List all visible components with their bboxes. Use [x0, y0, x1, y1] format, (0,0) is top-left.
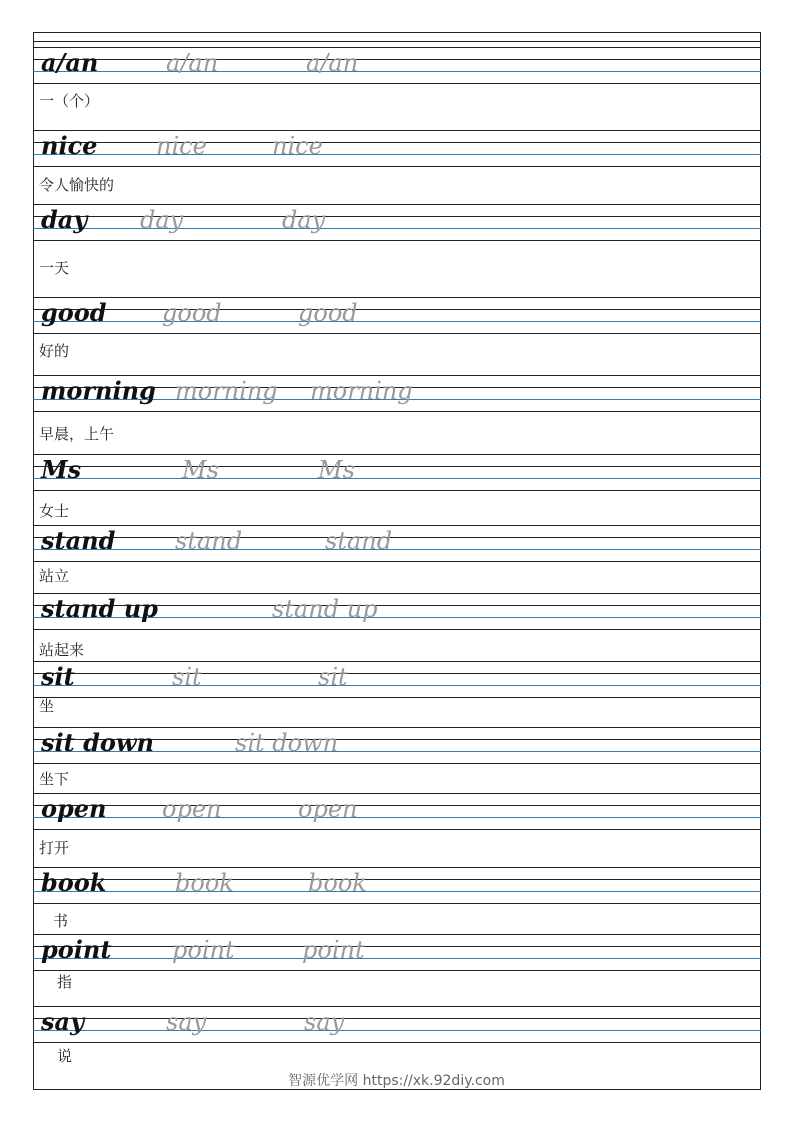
word-meaning: 早晨，上午 [39, 425, 115, 443]
trace-word: Ms [182, 456, 219, 484]
vocab-word: book [41, 868, 107, 897]
trace-word: good [298, 299, 358, 327]
staff-rule [33, 130, 761, 131]
baseline-rule [33, 71, 761, 72]
word-meaning: 站起来 [39, 641, 85, 659]
trace-word: a/an [306, 49, 359, 77]
writing-staff [33, 934, 761, 970]
writing-staff [33, 454, 761, 490]
vocab-word: stand [41, 526, 116, 555]
vocab-word: stand up [41, 594, 158, 623]
word-meaning: 指 [57, 973, 73, 991]
trace-word: stand up [272, 595, 378, 623]
trace-word: stand [175, 527, 243, 555]
trace-word: say [304, 1008, 345, 1036]
staff-rule [33, 466, 761, 467]
staff-rule [33, 1018, 761, 1019]
trace-word: book [175, 869, 234, 897]
staff-rule [33, 763, 761, 764]
staff-rule [33, 903, 761, 904]
word-meaning: 说 [57, 1047, 73, 1065]
staff-rule [33, 240, 761, 241]
vocab-word: say [41, 1007, 85, 1036]
staff-rule [33, 934, 761, 935]
footer-source: 智源优学网 https://xk.92diy.com [288, 1073, 505, 1089]
vocab-word: day [41, 205, 88, 234]
trace-word: sit down [235, 729, 339, 757]
trace-word: day [140, 206, 184, 234]
trace-word: open [298, 795, 358, 823]
staff-rule [33, 166, 761, 167]
word-meaning: 好的 [39, 342, 70, 360]
staff-rule [33, 59, 761, 60]
word-meaning: 一（个） [39, 92, 100, 110]
vocab-word: open [41, 794, 107, 823]
word-meaning: 令人愉快的 [39, 176, 115, 194]
word-meaning: 一天 [39, 259, 70, 277]
trace-word: sit [172, 663, 202, 691]
staff-rule [33, 946, 761, 947]
staff-rule [33, 204, 761, 205]
staff-rule [33, 47, 761, 48]
vocab-word: a/an [41, 48, 99, 77]
staff-rule [33, 629, 761, 630]
staff-rule [33, 525, 761, 526]
vocab-word: morning [41, 376, 156, 405]
staff-rule [33, 142, 761, 143]
baseline-rule [33, 549, 761, 550]
baseline-rule [33, 891, 761, 892]
writing-staff [33, 204, 761, 240]
baseline-rule [33, 958, 761, 959]
trace-word: stand [325, 527, 393, 555]
trace-word: say [166, 1008, 207, 1036]
word-meaning: 坐下 [39, 770, 70, 788]
trace-word: point [302, 936, 365, 964]
trace-word: good [162, 299, 222, 327]
staff-rule [33, 309, 761, 310]
writing-staff [33, 867, 761, 903]
baseline-rule [33, 321, 761, 322]
word-meaning: 坐 [39, 697, 55, 715]
writing-staff [33, 47, 761, 83]
trace-word: open [162, 795, 222, 823]
word-meaning: 女士 [39, 502, 70, 520]
staff-rule [33, 1042, 761, 1043]
staff-rule [33, 805, 761, 806]
vocab-word: nice [41, 131, 98, 160]
writing-staff [33, 593, 761, 629]
staff-rule [33, 297, 761, 298]
staff-rule [33, 1006, 761, 1007]
trace-word: point [172, 936, 235, 964]
baseline-rule [33, 478, 761, 479]
word-meaning: 打开 [39, 839, 70, 857]
trace-word: a/an [166, 49, 219, 77]
writing-staff [33, 661, 761, 697]
trace-word: morning [310, 377, 413, 405]
vocab-word: good [41, 298, 107, 327]
writing-staff [33, 727, 761, 763]
vocab-word: sit down [41, 728, 154, 757]
vocab-word: sit [41, 662, 75, 691]
baseline-rule [33, 685, 761, 686]
trace-word: nice [156, 132, 207, 160]
vocab-word: Ms [41, 455, 82, 484]
staff-rule [33, 661, 761, 662]
writing-staff [33, 130, 761, 166]
staff-rule [33, 83, 761, 84]
vocab-word: point [41, 935, 112, 964]
word-meaning: 书 [53, 912, 69, 930]
baseline-rule [33, 1030, 761, 1031]
staff-rule [33, 561, 761, 562]
staff-rule [33, 829, 761, 830]
writing-staff [33, 375, 761, 411]
trace-word: morning [175, 377, 278, 405]
staff-rule [33, 793, 761, 794]
staff-rule [33, 879, 761, 880]
staff-rule [33, 411, 761, 412]
writing-staff [33, 525, 761, 561]
staff-rule [33, 537, 761, 538]
writing-staff [33, 1006, 761, 1042]
writing-staff [33, 297, 761, 333]
trace-word: day [282, 206, 326, 234]
trace-word: Ms [318, 456, 355, 484]
word-meaning: 站立 [39, 567, 70, 585]
writing-staff [33, 793, 761, 829]
staff-rule [33, 454, 761, 455]
staff-rule [33, 673, 761, 674]
baseline-rule [33, 154, 761, 155]
staff-rule [33, 970, 761, 971]
top-rule [34, 41, 760, 42]
baseline-rule [33, 817, 761, 818]
staff-rule [33, 697, 761, 698]
trace-word: nice [272, 132, 323, 160]
trace-word: book [308, 869, 367, 897]
staff-rule [33, 867, 761, 868]
trace-word: sit [318, 663, 348, 691]
staff-rule [33, 333, 761, 334]
staff-rule [33, 490, 761, 491]
